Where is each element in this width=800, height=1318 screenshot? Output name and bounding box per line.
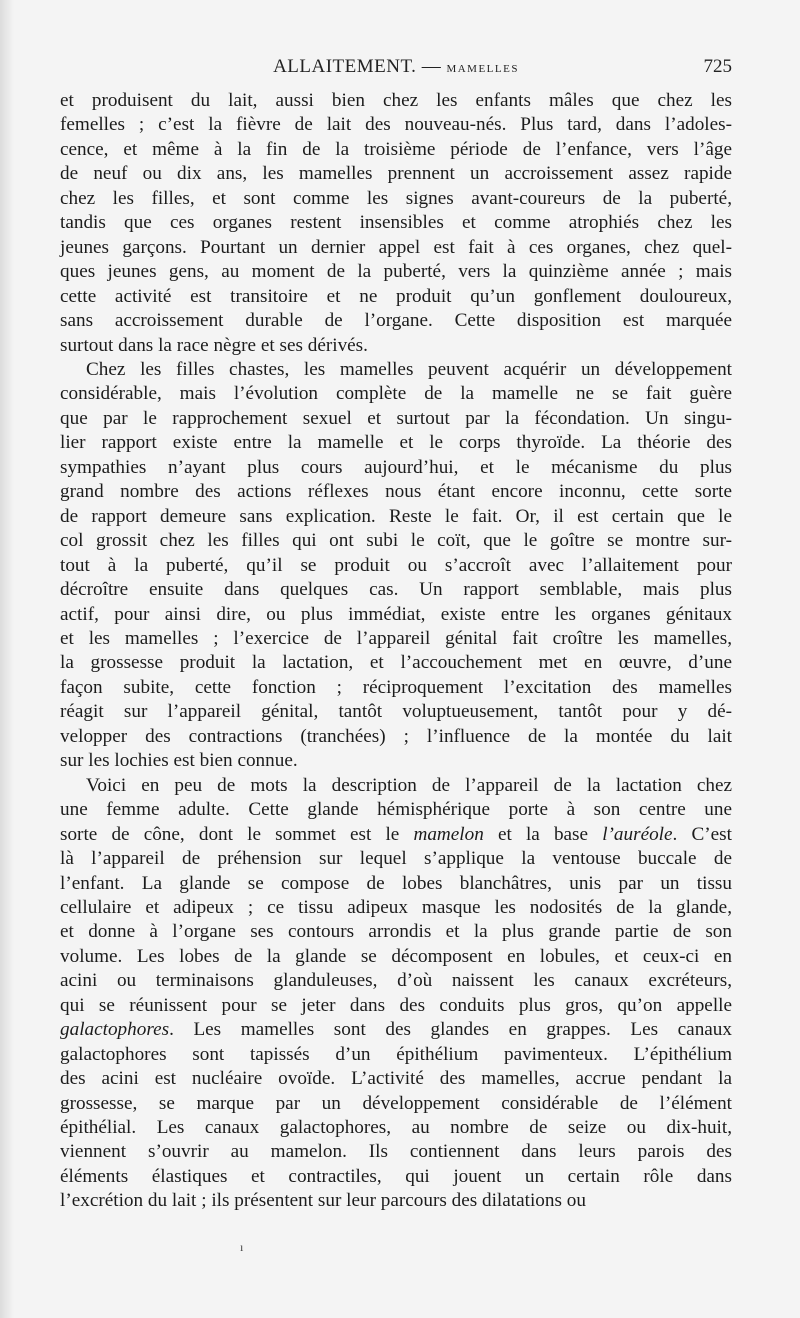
page-number: 725 (703, 56, 732, 77)
text-line: grand nombre des actions réflexes nous étant encore inconnu, cette sorte (60, 481, 732, 503)
text-line: velopper des contractions (tranchées) ; l’influence de la montée du lait (60, 725, 732, 747)
text-line: la grossesse produit la lactation, et l’accouchement met en œuvre, d’une (60, 652, 732, 674)
paragraph (60, 358, 732, 774)
text-line: cette activité est transitoire et ne produit qu’un gonflement douloureux, (60, 285, 732, 307)
text-line: sorte de cône, dont le sommet est le mamelon et la base l’auréole. C’est (60, 823, 732, 845)
signature-mark: ı (240, 1240, 244, 1254)
text-line: tandis que ces organes restent insensibles et comme atrophiés chez les (60, 212, 732, 234)
text-line: surtout dans la race nègre et ses dérivés. (60, 334, 368, 356)
text-line: actif, pour ainsi dire, ou plus immédiat, existe entre les organes génitaux (60, 603, 732, 625)
paragraph (60, 774, 732, 1214)
text-line: cellulaire et adipeux ; ce tissu adipeux masque les nodosités de la glande, (60, 896, 732, 918)
header-dash: — (421, 56, 442, 77)
text-line: col grossit chez les filles qui ont subi le coït, que le goître se montre sur- (60, 530, 732, 552)
paragraph (60, 89, 732, 358)
text-line: galactophores. Les mamelles sont des glandes en grappes. Les canaux (60, 1019, 732, 1041)
text-line: volume. Les lobes de la glande se décomposent en lobules, et ceux-ci en (60, 945, 732, 967)
text-line: cence, et même à la fin de la troisième période de l’enfance, vers l’âge (60, 138, 732, 160)
text-line: et produisent du lait, aussi bien chez les enfants mâles que chez les (60, 90, 732, 111)
header-section: MAMELLES (446, 63, 519, 75)
text-line: l’enfant. La glande se compose de lobes blanchâtres, unis par un tissu (60, 872, 732, 894)
header-title: ALLAITEMENT. (273, 56, 417, 77)
running-head-title (60, 56, 732, 78)
text-line: des acini est nucléaire ovoïde. L’activité des mamelles, accrue pendant la (60, 1068, 732, 1090)
text-line: sympathies n’ayant plus cours aujourd’hui, et le mécanisme du plus (60, 456, 732, 478)
page-gutter-shadow (0, 0, 14, 1318)
text-line: Voici en peu de mots la description de l’appareil de la lactation chez (86, 774, 732, 796)
text-line: là l’appareil de préhension sur lequel s’applique la ventouse buccale de (60, 848, 732, 870)
text-line: tout à la puberté, qu’il se produit ou s’accroît avec l’allaitement pour (60, 554, 732, 576)
text-line: ques jeunes gens, au moment de la puberté, vers la quinzième année ; mais (60, 261, 732, 283)
running-head (60, 56, 732, 86)
text-line: grossesse, se marque par un développement considérable de l’élément (60, 1092, 732, 1114)
text-line: galactophores sont tapissés d’un épithélium pavimenteux. L’épithélium (60, 1043, 732, 1065)
text-line: de rapport demeure sans explication. Reste le fait. Or, il est certain que le (60, 505, 732, 527)
text-line: que par le rapprochement sexuel et surtout par la fécondation. Un singu- (60, 407, 732, 429)
text-line: décroître ensuite dans quelques cas. Un rapport semblable, mais plus (60, 579, 732, 601)
text-line: l’excrétion du lait ; ils présentent sur leur parcours des dilatations ou (60, 1190, 586, 1212)
text-line: Chez les filles chastes, les mamelles peuvent acquérir un développement (86, 358, 732, 380)
text-line: de neuf ou dix ans, les mamelles prennent un accroissement assez rapide (60, 163, 732, 185)
text-line: lier rapport existe entre la mamelle et le corps thyroïde. La théorie des (60, 432, 732, 454)
text-line: chez les filles, et sont comme les signes avant-coureurs de la puberté, (60, 187, 732, 209)
text-line: éléments élastiques et contractiles, qui jouent un certain rôle dans (60, 1165, 732, 1187)
text-line: acini ou terminaisons glanduleuses, d’où naissent les canaux excréteurs, (60, 970, 732, 992)
body-text (60, 89, 732, 1214)
text-line: femelles ; c’est la fièvre de lait des nouveau-nés. Plus tard, dans l’adoles- (60, 114, 732, 136)
text-line: réagit sur l’appareil génital, tantôt voluptueusement, tantôt pour y dé- (60, 701, 732, 723)
text-line: sans accroissement durable de l’organe. Cette disposition est marquée (60, 310, 732, 332)
text-line: et les mamelles ; l’exercice de l’appareil génital fait croître les mamelles, (60, 627, 732, 649)
text-line: une femme adulte. Cette glande hémisphérique porte à son centre une (60, 799, 732, 821)
text-line: jeunes garçons. Pourtant un dernier appel est fait à ces organes, chez quel- (60, 236, 732, 258)
text-line: qui se réunissent pour se jeter dans des conduits plus gros, qu’on appelle (60, 994, 732, 1016)
text-line: et donne à l’organe ses contours arrondis et la plus grande partie de son (60, 921, 732, 943)
text-line: sur les lochies est bien connue. (60, 750, 298, 772)
text-line: façon subite, cette fonction ; réciproquement l’excitation des mamelles (60, 676, 732, 698)
text-line: viennent s’ouvrir au mamelon. Ils contiennent dans leurs parois des (60, 1141, 732, 1163)
text-line: considérable, mais l’évolution complète de la mamelle ne se fait guère (60, 383, 732, 405)
text-line: épithélial. Les canaux galactophores, au nombre de seize ou dix-huit, (60, 1117, 732, 1139)
